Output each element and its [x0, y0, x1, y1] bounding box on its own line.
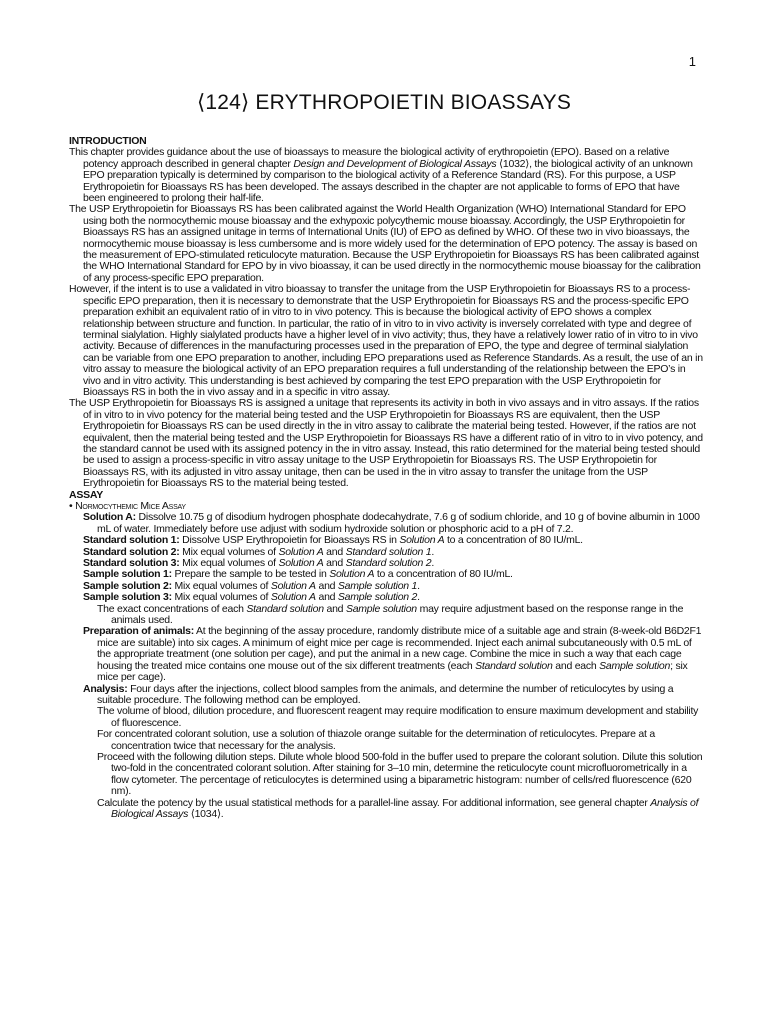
sample-solution-1: Sample solution 1: Prepare the sample to be tested in Solution A to a concentration of 80 IU/mL. — [83, 568, 513, 581]
page-number: 1 — [688, 54, 696, 69]
intro-paragraph-1: This chapter provides guidance about the use of bioassays to measure the biological activity of erythropoietin (EPO). Based on a relative potency approach described in general chapter Design and Development of Biological Assays ⟨1032⟩, the biological activity of an unknown EPO preparation typically is determined by comparison to the biological activity of a Reference Standard (RS). For this purpose, a USP Erythropoietin for Bioassays RS has been developed. The assays described in the chapter are not applicable to forms of EPO that have been engineered to prolong their half-life. — [69, 146, 693, 205]
section-heading-assay: ASSAY — [69, 488, 103, 501]
sample-solution-2: Sample solution 2: Mix equal volumes of Solution A and Sample solution 1. — [83, 579, 420, 592]
chapter-title: ⟨124⟩ ERYTHROPOIETIN BIOASSAYS — [196, 91, 572, 114]
analysis: Analysis: Four days after the injections, collect blood samples from the animals, and determine the number of reticulocytes by using a suitable procedure. The following method can be employed. — [83, 682, 674, 706]
analysis-volume-note: The volume of blood, dilution procedure, and fluorescent reagent may require modification to ensure maximum development and stability of fluorescence. — [97, 705, 699, 729]
concentration-note: The exact concentrations of each Standard solution and Sample solution may require adjustment based on the response range in the animals used. — [97, 602, 684, 627]
assay-subheading: • Normocythemic Mice Assay — [69, 500, 186, 512]
document-body — [69, 136, 703, 820]
standard-solution-2: Standard solution 2: Mix equal volumes of Solution A and Standard solution 1. — [83, 545, 434, 558]
analysis-colorant-note: For concentrated colorant solution, use a solution of thiazole orange suitable for the determination of reticulocytes. Prepare at a concentration twice that necessary for the analysis. — [97, 728, 655, 752]
preparation-of-animals: Preparation of animals: At the beginning of the assay procedure, randomly distribute mice of a suitable age and strain (8-week-old B6D2F1 mice are suitable) into six cages. A minimum of eight mice per cage is recommended. Inject each animal subcutaneously with 0.5 mL of the appropriate treatment (one solution per cage), and put the animal in a new cage. Combine the mice in such a way that each cage housing the treated mice contains one mouse out of the six different treatments (each Standard solution and each Sample solution; six mice per cage). — [83, 625, 702, 684]
chapter-reference: Design and Development of Biological Assays — [293, 157, 497, 170]
analysis-calculation-note: Calculate the potency by the usual statistical methods for a parallel-line assay. For additional information, see general chapter Analysis of Biological Assays ⟨1034⟩. — [97, 796, 699, 820]
intro-paragraph-3: However, if the intent is to use a validated in vitro bioassay to transfer the unitage from the USP Erythropoietin for Bioassays RS to a process-specific EPO preparation, then it is necessary to demonstrate that the USP Erythropoietin for Bioassays RS and the process-specific EPO preparation exhibit an equivalent ratio of in vitro to in vivo potency. This is because the biological activity of EPO shows a complex relationship between structure and function. In particular, the ratio of in vitro to in vivo activity is inversely correlated with type and degree of terminal sialylation. Highly sialylated products have a higher level of in vivo activity; thus, they have a relatively lower ratio of in vitro to in vivo activity. Because of differences in the manufacturing processes used in the preparation of EPO, the type and degree of terminal sialylation can be variable from one EPO preparation to another, including EPO preparations used as Reference Standards. As a result, the use of an in vitro assay to measure the biological activity of an EPO preparation requires a full understanding of the relationship between the EPO’s in vivo and in vitro activity. This understanding is best achieved by comparing the test EPO preparation with the USP Erythropoietin for Bioassays RS in both the in vivo assay and in a specific in vitro assay. — [69, 283, 703, 398]
analysis-dilution-note: Proceed with the following dilution steps. Dilute whole blood 500-fold in the buffer used to prepare the colorant solution. Dilute this solution two-fold in the concentrated colorant solution. After staining for 3–10 min, determine the reticulocyte count microfluorometrically in a flow cytometer. The percentage of reticulocytes is determined using a biparametric histogram: number of cells/red fluorescence (620 nm). — [97, 750, 703, 798]
solution-a: Solution A: Dissolve 10.75 g of disodium hydrogen phosphate dodecahydrate, 7.6 g of sodium chloride, and 10 g of bovine albumin in 1000 mL of water. Immediately before use adjust with sodium hydroxide solution or phosphoric acid to a pH of 7.2. — [83, 511, 700, 535]
intro-paragraph-2: The USP Erythropoietin for Bioassays RS has been calibrated against the World Health Organization (WHO) International Standard for EPO using both the normocythemic mouse bioassay and the exhypoxic polycythemic mouse bioassay. Accordingly, the USP Erythropoietin for Bioassays RS has an assigned unitage in terms of International Units (IU) of EPO as defined by WHO. Of these two in vivo bioassays, the normocythemic mouse bioassay is less cumbersome and is more widely used for the determination of EPO potency. The assay is based on the measurement of EPO-stimulated reticulocyte maturation. Because the USP Erythropoietin for Bioassays RS has been calibrated against the WHO International Standard for EPO by in vivo bioassay, it can be used directly in the normocythemic mouse bioassay for the calibration of any process-specific EPO preparation. — [69, 203, 701, 284]
standard-solution-3: Standard solution 3: Mix equal volumes of Solution A and Standard solution 2. — [83, 557, 434, 570]
chapter-reference: Analysis of Biological Assays — [111, 796, 699, 820]
standard-solution-1: Standard solution 1: Dissolve USP Erythropoietin for Bioassays RS in Solution A to a concentration of 80 IU/mL. — [83, 534, 583, 547]
sample-solution-3: Sample solution 3: Mix equal volumes of Solution A and Sample solution 2. — [83, 591, 420, 604]
intro-paragraph-4: The USP Erythropoietin for Bioassays RS is assigned a unitage that represents its activity in both in vivo assays and in vitro assays. If the ratios of in vitro to in vivo potency for the material being tested and the USP Erythropoietin for Bioassays RS are equivalent, then the USP Erythropoietin for Bioassays RS can be used directly in the in vitro assay to calibrate the material being tested. However, if the ratios are not equivalent, then the material being tested and the USP Erythropoietin for Bioassays RS have a different ratio of in vitro to in vivo potency, and the standard cannot be used with its assigned potency in the in vitro assay. Instead, this ratio determined for the material being tested should be used to assign a process-specific in vitro assay unitage to the USP Erythropoietin for Bioassays RS. The USP Erythropoietin for Bioassays RS, with its adjusted in vitro assay unitage, then can be used in the in vitro assay to transfer the unitage from the USP Erythropoietin for Bioassays RS to the material being tested. — [69, 397, 703, 490]
section-heading-introduction: INTRODUCTION — [69, 135, 147, 147]
